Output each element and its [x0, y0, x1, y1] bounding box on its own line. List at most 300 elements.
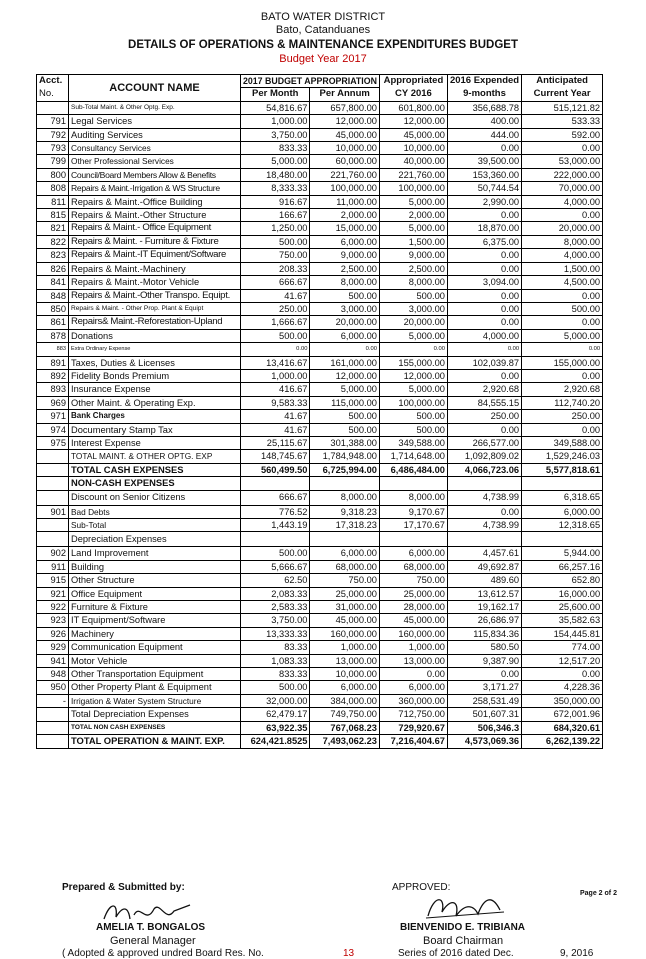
anticipated-value: 4,000.00 [522, 249, 603, 262]
expended-value: 102,039.87 [447, 356, 521, 369]
expended-value [447, 477, 521, 490]
expended-value: 3,171.27 [447, 681, 521, 694]
account-name: Sub-Total Maint. & Other Optg. Exp. [69, 101, 241, 114]
table-row [37, 477, 603, 490]
acct-number: 971 [37, 410, 69, 423]
per-annum-value: 500.00 [310, 289, 379, 302]
expended-value: 0.00 [447, 668, 521, 681]
expended-value: 39,500.00 [447, 155, 521, 168]
acct-number [37, 532, 69, 547]
anticipated-value: 350,000.00 [522, 694, 603, 707]
table-row [37, 276, 603, 289]
account-name: Repairs & Maint.-Other Structure [69, 209, 241, 222]
appropriated-value: 712,750.00 [379, 708, 447, 721]
org-location: Bato, Catanduanes [275, 24, 371, 36]
account-name: Machinery [69, 627, 241, 640]
acct-number [37, 708, 69, 721]
anticipated-value: 5,577,818.61 [522, 463, 603, 476]
table-row [37, 681, 603, 694]
per-annum-value: 6,000.00 [310, 681, 379, 694]
anticipated-value: 1,529,246.03 [522, 450, 603, 463]
per-annum-value: 7,493,062.23 [310, 735, 379, 748]
anticipated-value: 5,000.00 [522, 329, 603, 342]
expended-value: 2,920.68 [447, 383, 521, 396]
expended-value: 444.00 [447, 128, 521, 141]
appropriated-value: 5,000.00 [379, 222, 447, 235]
acct-number: 975 [37, 436, 69, 449]
anticipated-value: 684,320.61 [522, 721, 603, 734]
appropriated-value: 500.00 [379, 289, 447, 302]
per-annum-value: 6,000.00 [310, 329, 379, 342]
per-annum-value: 221,760.00 [310, 168, 379, 181]
table-row [37, 668, 603, 681]
expended-value: 50,744.54 [447, 182, 521, 195]
appropriated-value: 6,000.00 [379, 547, 447, 560]
account-name: Council/Board Members Allow & Benefits [69, 168, 241, 181]
account-name: Other Maint. & Operating Exp. [69, 396, 241, 409]
anticipated-value: 0.00 [522, 668, 603, 681]
per-month-value: 3,750.00 [241, 614, 310, 627]
acct-number: 892 [37, 369, 69, 382]
table-row [37, 601, 603, 614]
per-annum-value: 2,000.00 [310, 209, 379, 222]
expended-value: 0.00 [447, 249, 521, 262]
appropriated-value: 5,000.00 [379, 329, 447, 342]
appropriated-value: 12,000.00 [379, 115, 447, 128]
anticipated-value: 25,600.00 [522, 601, 603, 614]
acct-number: 861 [37, 316, 69, 329]
account-name: Other Property Plant & Equipment [69, 681, 241, 694]
account-name: Repairs & Maint. - Other Prop. Plant & Equipt [69, 302, 241, 315]
per-annum-value: 45,000.00 [310, 614, 379, 627]
anticipated-value: 4,228.36 [522, 681, 603, 694]
per-month-value: 666.67 [241, 276, 310, 289]
appropriated-value: 8,000.00 [379, 490, 447, 505]
acct-number: 950 [37, 681, 69, 694]
expended-value: 0.00 [447, 316, 521, 329]
expended-value: 115,834.36 [447, 627, 521, 640]
acct-number: 808 [37, 182, 69, 195]
resolution-number: 13 [343, 948, 355, 959]
acct-number: 792 [37, 128, 69, 141]
per-annum-value: 500.00 [310, 410, 379, 423]
appropriated-value: 45,000.00 [379, 614, 447, 627]
appropriated-value: 6,000.00 [379, 681, 447, 694]
per-month-value: 166.67 [241, 209, 310, 222]
acct-number: 922 [37, 601, 69, 614]
appropriated-value: 1,000.00 [379, 641, 447, 654]
account-name: Repairs & Maint.-Motor Vehicle [69, 276, 241, 289]
per-month-value: 83.33 [241, 641, 310, 654]
table-row [37, 587, 603, 600]
per-month-value: 500.00 [241, 681, 310, 694]
anticipated-value [522, 532, 603, 547]
col-anticipated: Anticipated [522, 75, 603, 88]
anticipated-value: 0.00 [522, 209, 603, 222]
right-signatory-title: Board Chairman [423, 935, 504, 947]
per-annum-value: 17,318.23 [310, 519, 379, 532]
table-row [37, 209, 603, 222]
per-annum-value: 500.00 [310, 423, 379, 436]
anticipated-value: 12,517.20 [522, 654, 603, 667]
acct-number: 800 [37, 168, 69, 181]
table-row [37, 654, 603, 667]
document-title: DETAILS OF OPERATIONS & MAINTENANCE EXPENDITURES BUDGET [128, 39, 518, 51]
account-name: Consultancy Services [69, 142, 241, 155]
table-row [37, 168, 603, 181]
per-annum-value: 160,000.00 [310, 627, 379, 640]
budget-year: Budget Year 2017 [279, 53, 367, 65]
account-name: TOTAL MAINT. & OTHER OPTG. EXP [69, 450, 241, 463]
per-annum-value: 31,000.00 [310, 601, 379, 614]
per-month-value: 18,480.00 [241, 168, 310, 181]
acct-number [37, 721, 69, 734]
acct-number: - [37, 694, 69, 707]
per-annum-value: 1,000.00 [310, 641, 379, 654]
appropriated-value: 45,000.00 [379, 128, 447, 141]
acct-number [37, 519, 69, 532]
col-current-year: Current Year [522, 88, 603, 101]
account-name: Repairs & Maint.-Other Transpo. Equipt. [69, 289, 241, 302]
table-row [37, 560, 603, 573]
anticipated-value: 652.80 [522, 574, 603, 587]
per-annum-value: 20,000.00 [310, 316, 379, 329]
anticipated-value: 16,000.00 [522, 587, 603, 600]
appropriated-value: 2,000.00 [379, 209, 447, 222]
per-annum-value: 8,000.00 [310, 490, 379, 505]
anticipated-value: 500.00 [522, 302, 603, 315]
acct-number: 969 [37, 396, 69, 409]
per-month-value: 25,115.67 [241, 436, 310, 449]
acct-number: 826 [37, 262, 69, 275]
expended-value: 9,387.90 [447, 654, 521, 667]
account-name: Land Improvement [69, 547, 241, 560]
per-annum-value: 13,000.00 [310, 654, 379, 667]
expended-value: 400.00 [447, 115, 521, 128]
per-annum-value: 6,000.00 [310, 547, 379, 560]
acct-number [37, 450, 69, 463]
account-name: Bank Charges [69, 410, 241, 423]
table-row [37, 423, 603, 436]
acct-number [37, 490, 69, 505]
per-month-value: 833.33 [241, 142, 310, 155]
table-row [37, 383, 603, 396]
anticipated-value: 0.00 [522, 316, 603, 329]
account-name: Bad Debts [69, 505, 241, 518]
acct-number [37, 477, 69, 490]
expended-value: 0.00 [447, 505, 521, 518]
table-row [37, 614, 603, 627]
appropriated-value: 5,000.00 [379, 195, 447, 208]
col-appropriation-2017: 2017 BUDGET APPROPRIATION [241, 75, 380, 88]
appropriated-value: 0.00 [379, 343, 447, 356]
acct-number [37, 735, 69, 748]
per-month-value: 1,000.00 [241, 369, 310, 382]
account-name: TOTAL CASH EXPENSES [69, 463, 241, 476]
per-month-value: 250.00 [241, 302, 310, 315]
anticipated-value: 222,000.00 [522, 168, 603, 181]
account-name: NON-CASH EXPENSES [69, 477, 241, 490]
account-name: Fidelity Bonds Premium [69, 369, 241, 382]
per-month-value: 62.50 [241, 574, 310, 587]
table-row [37, 532, 603, 547]
col-nine-months: 9-months [447, 88, 521, 101]
per-month-value: 8,333.33 [241, 182, 310, 195]
anticipated-value: 70,000.00 [522, 182, 603, 195]
anticipated-value: 8,000.00 [522, 235, 603, 248]
per-month-value: 2,083.33 [241, 587, 310, 600]
per-annum-value: 6,000.00 [310, 235, 379, 248]
expended-value: 501,607.31 [447, 708, 521, 721]
anticipated-value: 592.00 [522, 128, 603, 141]
per-annum-value: 45,000.00 [310, 128, 379, 141]
appropriated-value: 100,000.00 [379, 396, 447, 409]
per-month-value: 416.67 [241, 383, 310, 396]
acct-number: 948 [37, 668, 69, 681]
per-month-value: 1,666.67 [241, 316, 310, 329]
per-month-value: 833.33 [241, 668, 310, 681]
acct-number: 901 [37, 505, 69, 518]
per-month-value: 916.67 [241, 195, 310, 208]
appropriated-value: 601,800.00 [379, 101, 447, 114]
appropriated-value: 500.00 [379, 423, 447, 436]
appropriated-value: 5,000.00 [379, 383, 447, 396]
per-annum-value: 0.00 [310, 343, 379, 356]
anticipated-value: 53,000.00 [522, 155, 603, 168]
table-row [37, 410, 603, 423]
col-per-annum: Per Annum [310, 88, 379, 101]
expended-value: 18,870.00 [447, 222, 521, 235]
table-row [37, 222, 603, 235]
table-row [37, 329, 603, 342]
per-annum-value: 25,000.00 [310, 587, 379, 600]
table-row [37, 436, 603, 449]
per-month-value: 32,000.00 [241, 694, 310, 707]
per-month-value: 3,750.00 [241, 128, 310, 141]
acct-number: 915 [37, 574, 69, 587]
appropriated-value: 2,500.00 [379, 262, 447, 275]
acct-number: 929 [37, 641, 69, 654]
account-name: Total Depreciation Expenses [69, 708, 241, 721]
expended-value: 4,000.00 [447, 329, 521, 342]
appropriated-value: 729,920.67 [379, 721, 447, 734]
org-name: BATO WATER DISTRICT [260, 11, 386, 23]
appropriated-value: 0.00 [379, 668, 447, 681]
anticipated-value: 4,000.00 [522, 195, 603, 208]
appropriated-value: 25,000.00 [379, 587, 447, 600]
acct-number: 793 [37, 142, 69, 155]
per-month-value: 148,745.67 [241, 450, 310, 463]
account-name: Interest Expense [69, 436, 241, 449]
account-name: Depreciation Expenses [69, 532, 241, 547]
table-row [37, 262, 603, 275]
per-month-value: 624,421.8525 [241, 735, 310, 748]
table-row [37, 627, 603, 640]
appropriated-value: 10,000.00 [379, 142, 447, 155]
table-row [37, 369, 603, 382]
appropriated-value: 17,170.67 [379, 519, 447, 532]
anticipated-value: 1,500.00 [522, 262, 603, 275]
account-name: Sub-Total [69, 519, 241, 532]
anticipated-value: 12,318.65 [522, 519, 603, 532]
prepared-label: Prepared & Submitted by: [62, 882, 185, 893]
per-annum-value: 9,318.23 [310, 505, 379, 518]
acct-number [37, 463, 69, 476]
expended-value: 4,738.99 [447, 519, 521, 532]
per-annum-value: 100,000.00 [310, 182, 379, 195]
appropriated-value: 360,000.00 [379, 694, 447, 707]
expended-value [447, 532, 521, 547]
account-name: Repairs& Maint.-Reforestation-Upland [69, 316, 241, 329]
appropriated-value [379, 532, 447, 547]
col-appropriated: Appropriated [379, 75, 447, 88]
acct-number: 911 [37, 560, 69, 573]
table-row [37, 115, 603, 128]
account-name: Other Structure [69, 574, 241, 587]
account-name: IT Equipment/Software [69, 614, 241, 627]
expended-value: 6,375.00 [447, 235, 521, 248]
anticipated-value: 6,000.00 [522, 505, 603, 518]
expended-value: 3,094.00 [447, 276, 521, 289]
account-name: Discount on Senior Citizens [69, 490, 241, 505]
anticipated-value: 533.33 [522, 115, 603, 128]
table-row [37, 721, 603, 734]
per-month-value: 41.67 [241, 423, 310, 436]
expended-value: 26,686.97 [447, 614, 521, 627]
appropriated-value: 160,000.00 [379, 627, 447, 640]
acct-number: 815 [37, 209, 69, 222]
anticipated-value: 672,001.96 [522, 708, 603, 721]
expended-value: 258,531.49 [447, 694, 521, 707]
expended-value: 4,066,723.06 [447, 463, 521, 476]
anticipated-value: 0.00 [522, 142, 603, 155]
per-annum-value: 12,000.00 [310, 369, 379, 382]
per-annum-value [310, 532, 379, 547]
acct-number: 923 [37, 614, 69, 627]
per-annum-value: 657,800.00 [310, 101, 379, 114]
account-name: Motor Vehicle [69, 654, 241, 667]
account-name: Irrigation & Water System Structure [69, 694, 241, 707]
appropriated-value: 1,500.00 [379, 235, 447, 248]
table-row [37, 235, 603, 248]
account-name: Office Equipment [69, 587, 241, 600]
per-annum-value: 767,068.23 [310, 721, 379, 734]
appropriated-value: 12,000.00 [379, 369, 447, 382]
per-month-value: 1,083.33 [241, 654, 310, 667]
table-row [37, 505, 603, 518]
anticipated-value: 154,445.81 [522, 627, 603, 640]
left-signatory-name: AMELIA T. BONGALOS [96, 922, 206, 933]
acct-number: 811 [37, 195, 69, 208]
table-row [37, 195, 603, 208]
account-name: Legal Services [69, 115, 241, 128]
expended-value: 49,692.87 [447, 560, 521, 573]
per-month-value: 13,416.67 [241, 356, 310, 369]
per-annum-value: 8,000.00 [310, 276, 379, 289]
account-name: Repairs & Maint.-Irrigation & WS Structure [69, 182, 241, 195]
per-month-value: 1,000.00 [241, 115, 310, 128]
account-name: TOTAL NON CASH EXPENSES [69, 721, 241, 734]
account-name: Communication Equipment [69, 641, 241, 654]
per-annum-value: 6,725,994.00 [310, 463, 379, 476]
per-annum-value: 115,000.00 [310, 396, 379, 409]
expended-value: 580.50 [447, 641, 521, 654]
anticipated-value: 0.00 [522, 289, 603, 302]
approved-label: APPROVED: [392, 882, 451, 893]
expended-value: 266,577.00 [447, 436, 521, 449]
expended-value: 19,162.17 [447, 601, 521, 614]
per-month-value: 500.00 [241, 329, 310, 342]
table-row [37, 547, 603, 560]
per-annum-value: 68,000.00 [310, 560, 379, 573]
col-per-month: Per Month [241, 88, 310, 101]
expended-value: 1,092,809.02 [447, 450, 521, 463]
per-month-value: 1,443.19 [241, 519, 310, 532]
appropriated-value: 28,000.00 [379, 601, 447, 614]
anticipated-value: 2,920.68 [522, 383, 603, 396]
per-month-value: 54,816.67 [241, 101, 310, 114]
table-row [37, 128, 603, 141]
appropriated-value: 6,486,484.00 [379, 463, 447, 476]
per-annum-value: 10,000.00 [310, 668, 379, 681]
expended-value: 506,346.3 [447, 721, 521, 734]
appropriated-value: 750.00 [379, 574, 447, 587]
per-month-value: 2,583.33 [241, 601, 310, 614]
table-row [37, 142, 603, 155]
acct-number: 974 [37, 423, 69, 436]
per-annum-value: 60,000.00 [310, 155, 379, 168]
anticipated-value: 349,588.00 [522, 436, 603, 449]
account-name: Repairs & Maint. - Furniture & Fixture [69, 235, 241, 248]
anticipated-value: 515,121.82 [522, 101, 603, 114]
per-month-value: 500.00 [241, 235, 310, 248]
appropriated-value: 7,216,404.67 [379, 735, 447, 748]
table-row [37, 519, 603, 532]
account-name: Building [69, 560, 241, 573]
acct-number: 941 [37, 654, 69, 667]
acct-number: 883 [37, 343, 69, 356]
acct-number: 850 [37, 302, 69, 315]
appropriated-value: 3,000.00 [379, 302, 447, 315]
per-annum-value: 161,000.00 [310, 356, 379, 369]
account-name: Other Professional Services [69, 155, 241, 168]
per-annum-value: 3,000.00 [310, 302, 379, 315]
per-annum-value: 11,000.00 [310, 195, 379, 208]
account-name: Extra Ordinary Expense [69, 343, 241, 356]
appropriated-value: 9,000.00 [379, 249, 447, 262]
per-month-value: 750.00 [241, 249, 310, 262]
budget-table [36, 74, 603, 749]
right-signature [420, 888, 510, 924]
anticipated-value: 4,500.00 [522, 276, 603, 289]
per-month-value: 1,250.00 [241, 222, 310, 235]
acct-number: 848 [37, 289, 69, 302]
per-annum-value: 1,784,948.00 [310, 450, 379, 463]
per-annum-value: 10,000.00 [310, 142, 379, 155]
anticipated-value: 66,257.16 [522, 560, 603, 573]
appropriated-value: 349,588.00 [379, 436, 447, 449]
account-name: TOTAL OPERATION & MAINT. EXP. [69, 735, 241, 748]
per-annum-value: 15,000.00 [310, 222, 379, 235]
per-month-value: 5,000.00 [241, 155, 310, 168]
appropriated-value: 1,714,648.00 [379, 450, 447, 463]
acct-number: 821 [37, 222, 69, 235]
table-row [37, 641, 603, 654]
series-note: Series of 2016 dated Dec. [398, 948, 514, 959]
per-annum-value: 9,000.00 [310, 249, 379, 262]
account-name: Repairs & Maint.- Office Equipment [69, 222, 241, 235]
right-signatory-name: BIENVENIDO E. TRIBIANA [400, 922, 526, 933]
